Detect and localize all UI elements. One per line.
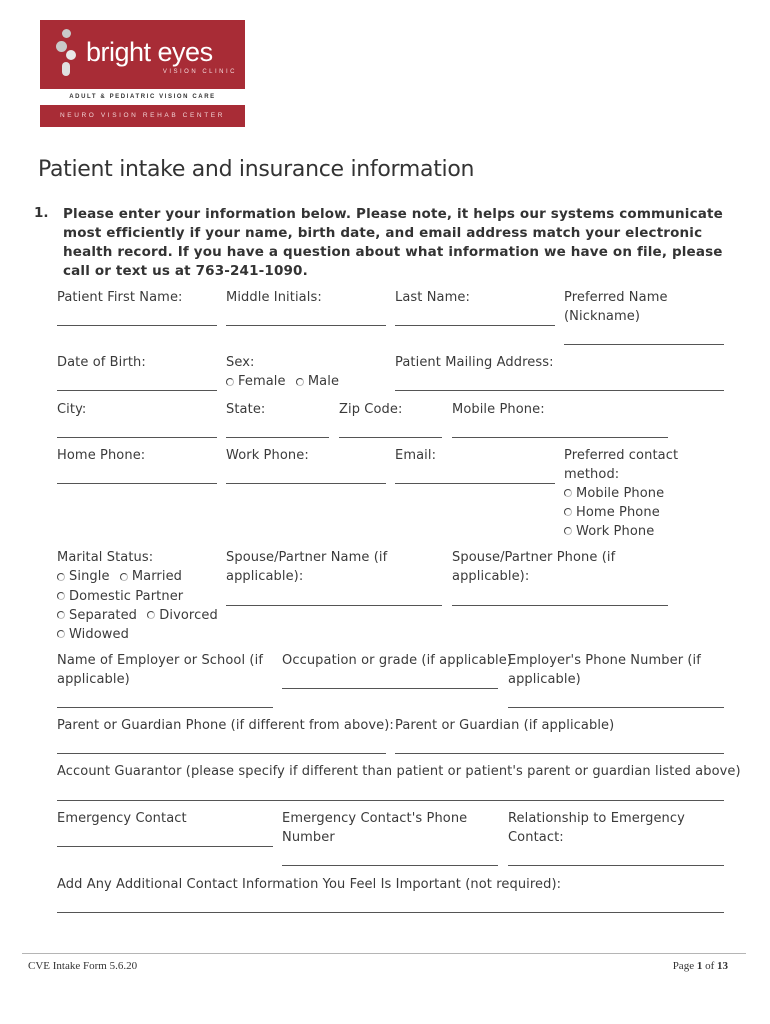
email-label: Email: (395, 448, 437, 463)
marital-row-3 (57, 606, 224, 626)
question-number: 1. (34, 205, 49, 221)
first-name-label: Patient First Name: (57, 290, 183, 305)
spouse-name-label-line2: applicable): (226, 569, 304, 584)
preferred-contact-group (564, 446, 678, 541)
ms-married-label: Married (131, 569, 183, 584)
city-field[interactable] (57, 437, 217, 438)
preferred-name-label-line2: (Nickname) (564, 309, 641, 324)
preferred-name-label-line1: Preferred Name (564, 290, 668, 305)
radio-icon[interactable] (226, 378, 234, 386)
marital-row-1 (57, 567, 224, 587)
spouse-name-label-line1: Spouse/Partner Name (if (226, 550, 388, 565)
sex-male-label: Male (307, 374, 340, 389)
ms-divorced-option[interactable] (147, 606, 218, 625)
spouse-phone-label-line1: Spouse/Partner Phone (if (452, 550, 616, 565)
logo-figure (62, 62, 70, 76)
logo-banner (40, 20, 245, 89)
last-name-label: Last Name: (395, 290, 470, 305)
question-text: Please enter your information below. Please note, it helps our systems communicate most efficiently if your name, birth date, and email address match your electronic health record. If you have a question about what information we have on file, please call or text us at 763-241-1090. (63, 206, 723, 279)
radio-icon[interactable] (57, 592, 65, 600)
emergency-phone-field[interactable] (282, 865, 498, 866)
employer-phone-label-line2: applicable) (508, 672, 581, 687)
preferred-contact-label-line2: method: (564, 467, 620, 482)
contact-mobile-label: Mobile Phone (576, 486, 665, 501)
middle-initials-label: Middle Initials: (226, 290, 322, 305)
additional-info-label: Add Any Additional Contact Information You Feel Is Important (not required): (57, 877, 562, 892)
spouse-phone-label (452, 548, 615, 586)
relationship-field[interactable] (508, 865, 724, 866)
marital-status-group (57, 548, 224, 644)
relationship-label (508, 809, 685, 847)
radio-icon[interactable] (296, 378, 304, 386)
guardian-field[interactable] (395, 753, 724, 754)
work-phone-label: Work Phone: (226, 448, 309, 463)
page-word: Page (672, 960, 695, 972)
radio-icon[interactable] (564, 508, 572, 516)
employer-label-line1: Name of Employer or School (if (57, 653, 263, 668)
sex-label: Sex: (226, 355, 255, 370)
contact-home-option[interactable] (564, 503, 678, 522)
logo-brand-text: bright eyes (86, 37, 213, 67)
employer-field[interactable] (57, 707, 273, 708)
ms-single-label: Single (69, 569, 110, 584)
logo-subtitle: VISION CLINIC (162, 69, 237, 75)
email-field[interactable] (395, 483, 555, 484)
guardian-phone-field[interactable] (57, 753, 386, 754)
footer-page-number (625, 960, 728, 972)
page-current: 1 (696, 960, 703, 972)
state-label: State: (226, 402, 266, 417)
clinic-logo (40, 20, 245, 130)
spouse-phone-field[interactable] (452, 605, 668, 606)
emergency-phone-label-line1: Emergency Contact's Phone (282, 811, 468, 826)
occupation-label: Occupation or grade (if applicable) (282, 653, 513, 668)
radio-icon[interactable] (57, 573, 65, 581)
middle-initials-field[interactable] (226, 325, 386, 326)
footer-divider (22, 953, 746, 954)
city-label: City: (57, 402, 87, 417)
sex-female-option[interactable] (226, 372, 286, 391)
marital-status-label: Marital Status: (57, 550, 154, 565)
radio-icon[interactable] (120, 573, 128, 581)
ms-separated-option[interactable] (57, 606, 137, 625)
relationship-label-line1: Relationship to Emergency (508, 811, 685, 826)
home-phone-field[interactable] (57, 483, 217, 484)
sex-female-label: Female (238, 374, 286, 389)
emergency-phone-label (282, 809, 467, 847)
logo-dot (62, 29, 71, 38)
page-total: 13 (717, 960, 728, 972)
preferred-name-field[interactable] (564, 344, 724, 345)
additional-info-field[interactable] (57, 912, 724, 913)
contact-work-label: Work Phone (576, 524, 655, 539)
logo-dot (66, 50, 76, 60)
contact-work-option[interactable] (564, 522, 678, 541)
sex-male-option[interactable] (296, 372, 339, 391)
of-word: of (705, 960, 715, 972)
dob-label: Date of Birth: (57, 355, 146, 370)
employer-label-line2: applicable) (57, 672, 130, 687)
last-name-field[interactable] (395, 325, 555, 326)
occupation-field[interactable] (282, 688, 498, 689)
ms-domestic-option[interactable] (57, 587, 224, 606)
relationship-label-line2: Contact: (508, 830, 564, 845)
guardian-phone-label: Parent or Guardian Phone (if different from above): (57, 718, 394, 733)
guarantor-field[interactable] (57, 800, 724, 801)
contact-mobile-option[interactable] (564, 484, 678, 503)
ms-widowed-label: Widowed (69, 627, 129, 642)
logo-dot (56, 41, 67, 52)
spouse-phone-label-line2: applicable): (452, 569, 530, 584)
emergency-phone-label-line2: Number (282, 830, 335, 845)
radio-icon[interactable] (57, 611, 65, 619)
emergency-contact-label: Emergency Contact (57, 811, 187, 826)
mailing-address-label: Patient Mailing Address: (395, 355, 554, 370)
spouse-name-field[interactable] (226, 605, 442, 606)
logo-center-name: NEURO VISION REHAB CENTER (40, 105, 245, 127)
radio-icon[interactable] (564, 527, 572, 535)
zip-field[interactable] (339, 437, 442, 438)
ms-separated-label: Separated (69, 607, 138, 623)
mailing-address-field[interactable] (395, 390, 724, 391)
first-name-field[interactable] (57, 325, 217, 326)
preferred-name-label (564, 288, 668, 326)
ms-single-option[interactable] (57, 567, 110, 586)
logo-tagline: ADULT & PEDIATRIC VISION CARE (40, 89, 245, 105)
radio-icon[interactable] (564, 489, 572, 497)
mobile-phone-label: Mobile Phone: (452, 402, 545, 417)
employer-phone-label-line1: Employer's Phone Number (if (508, 653, 701, 668)
spouse-name-label (226, 548, 387, 586)
radio-icon[interactable] (147, 611, 155, 619)
emergency-contact-field[interactable] (57, 846, 273, 847)
ms-widowed-option[interactable] (57, 625, 224, 644)
home-phone-label: Home Phone: (57, 448, 146, 463)
preferred-contact-label-line1: Preferred contact (564, 448, 679, 463)
ms-divorced-label: Divorced (159, 607, 218, 623)
footer-form-name: CVE Intake Form 5.6.20 (28, 960, 138, 972)
radio-icon[interactable] (57, 630, 65, 638)
ms-married-option[interactable] (120, 567, 182, 586)
employer-phone-field[interactable] (508, 707, 724, 708)
contact-home-label: Home Phone (576, 505, 660, 520)
dob-field[interactable] (57, 390, 217, 391)
zip-label: Zip Code: (339, 402, 403, 417)
mobile-phone-field[interactable] (452, 437, 668, 438)
guardian-label: Parent or Guardian (if applicable) (395, 718, 615, 733)
guarantor-label: Account Guarantor (please specify if different than patient or patient's parent or guardian listed above) (57, 764, 741, 779)
page-title: Patient intake and insurance information (38, 157, 475, 182)
employer-phone-label (508, 651, 701, 689)
employer-label (57, 651, 263, 689)
sex-options (226, 372, 345, 392)
state-field[interactable] (226, 437, 329, 438)
work-phone-field[interactable] (226, 483, 386, 484)
ms-domestic-label: Domestic Partner (69, 588, 184, 604)
